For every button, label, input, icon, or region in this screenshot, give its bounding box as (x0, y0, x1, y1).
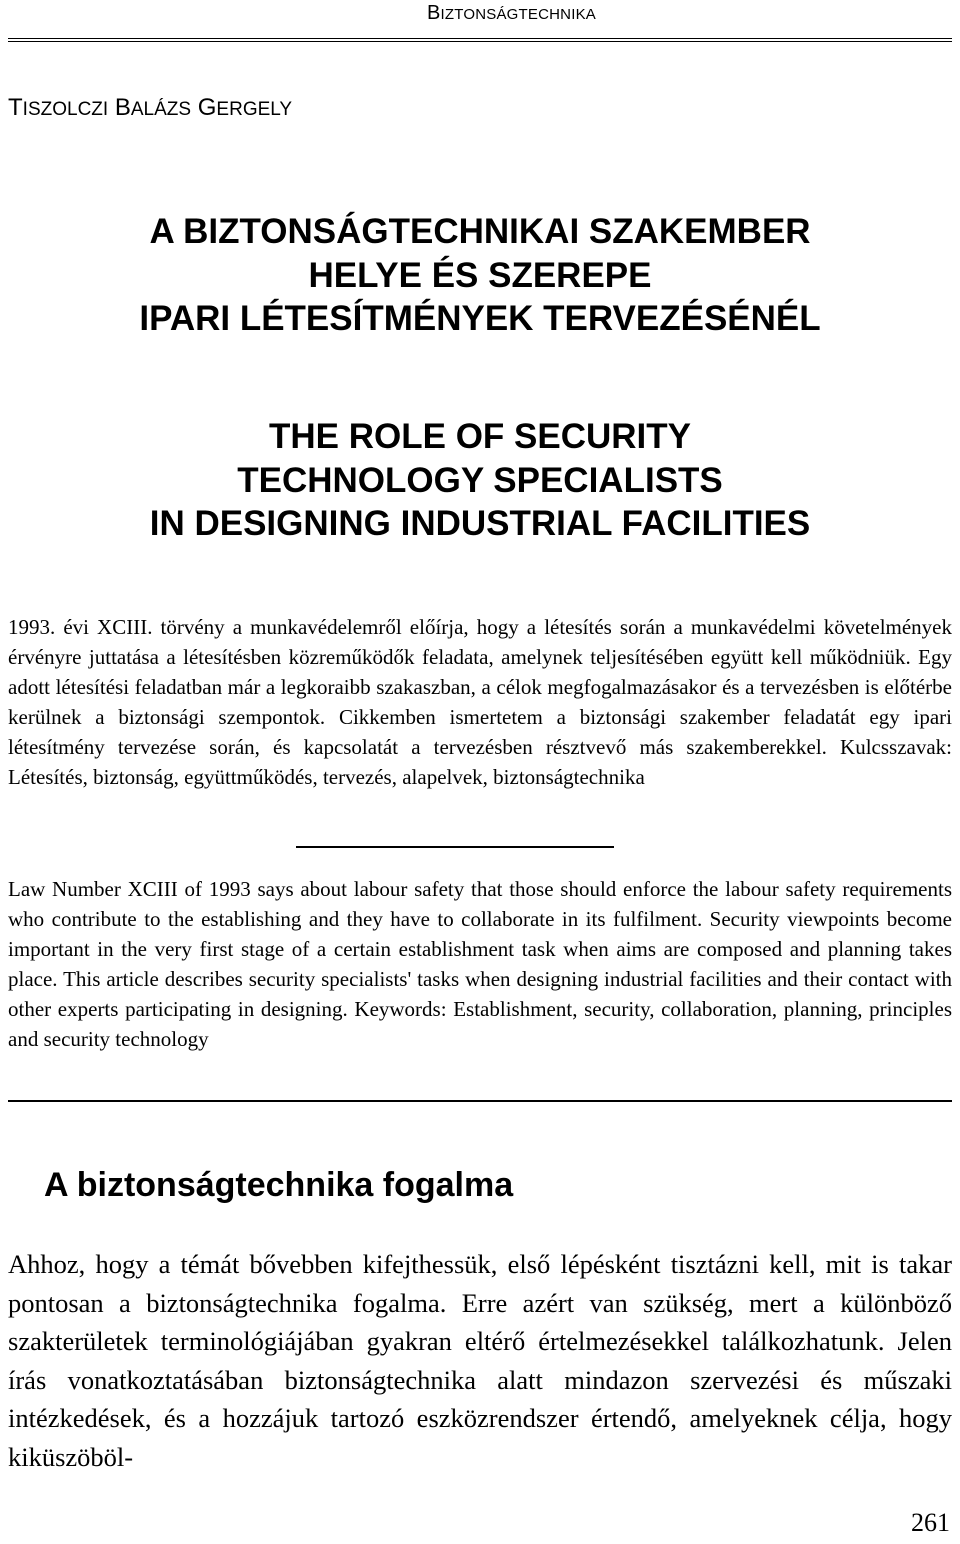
running-head-rest: IZTONSÁGTECHNIKA (440, 6, 596, 23)
section-heading: A biztonságtechnika fogalma (44, 1166, 514, 1204)
header-rule (8, 38, 952, 42)
title-en-line: IN DESIGNING INDUSTRIAL FACILITIES (149, 504, 811, 543)
title-hu-line: HELYE ÉS SZEREPE (308, 255, 652, 295)
author-name: TISZOLCZI BALÁZS GERGELY (8, 94, 293, 121)
title-hungarian (0, 210, 960, 341)
abstract-bottom-rule (8, 1100, 952, 1102)
title-en-line: THE ROLE OF SECURITY (269, 417, 691, 456)
title-en-line: TECHNOLOGY SPECIALISTS (237, 460, 723, 500)
body-text (8, 1245, 952, 1477)
title-hu-line: IPARI LÉTESÍTMÉNYEK TERVEZÉSÉNÉL (139, 299, 821, 338)
body-paragraph: Ahhoz, hogy a témát bővebben kifejthessük, első lépésként tisztázni kell, mit is takar pontosan a biztonságtechnika fogalma. Erre azért van szükség, mert a különböző szakterületek terminológiájában gyakran eltérő értelmezésekkel találkozhatunk. Jelen írás vonatkoztatásában biztonságtechnika alatt mindazon szervezési és műszaki intézkedések, és a hozzájuk tartozó eszközrendszer értendő, amelyeknek célja, hogy kiküszöböl- (8, 1249, 952, 1472)
running-head-initial: B (427, 2, 441, 24)
abstract-separator (296, 846, 614, 848)
page-number: 261 (911, 1508, 950, 1537)
abstract-english (8, 874, 952, 1054)
title-hu-line: A BIZTONSÁGTECHNIKAI SZAKEMBER (149, 212, 811, 251)
abstract-en-text: Law Number XCIII of 1993 says about labour safety that those should enforce the labour safety requirements who contribute to the establishing and they have to collaborate in its fulfilment. Security viewpoints become important in the very first stage of a certain establishment task when aims are composed and planning takes place. This article describes security specialists' tasks when designing industrial facilities and their contact with other experts participating in designing. Keywords: Establishment, security, collaboration, planning, principles and security technology (8, 877, 952, 1051)
running-head (427, 2, 596, 25)
abstract-hungarian (8, 612, 952, 792)
title-english (0, 415, 960, 546)
abstract-hu-text: 1993. évi XCIII. törvény a munkavédelemről előírja, hogy a létesítés során a munkavédelmi követelmények érvényre juttatása a létesítésben közreműködők feladata, amelynek teljesítésében együtt kell működniük. Egy adott létesítési feladatban már a legkoraibb szakaszban, a célok megfogalmazásakor és a tervezésben is előtérbe kerülnek a biztonsági szempontok. Cikkemben ismertetem a biztonsági szakember feladatát egy ipari létesítmény tervezése során, és kapcsolatát a tervezésben résztvevő más szakemberekkel. Kulcsszavak: Létesítés, biztonság, együttműködés, tervezés, alapelvek, biztonságtechnika (8, 615, 952, 789)
